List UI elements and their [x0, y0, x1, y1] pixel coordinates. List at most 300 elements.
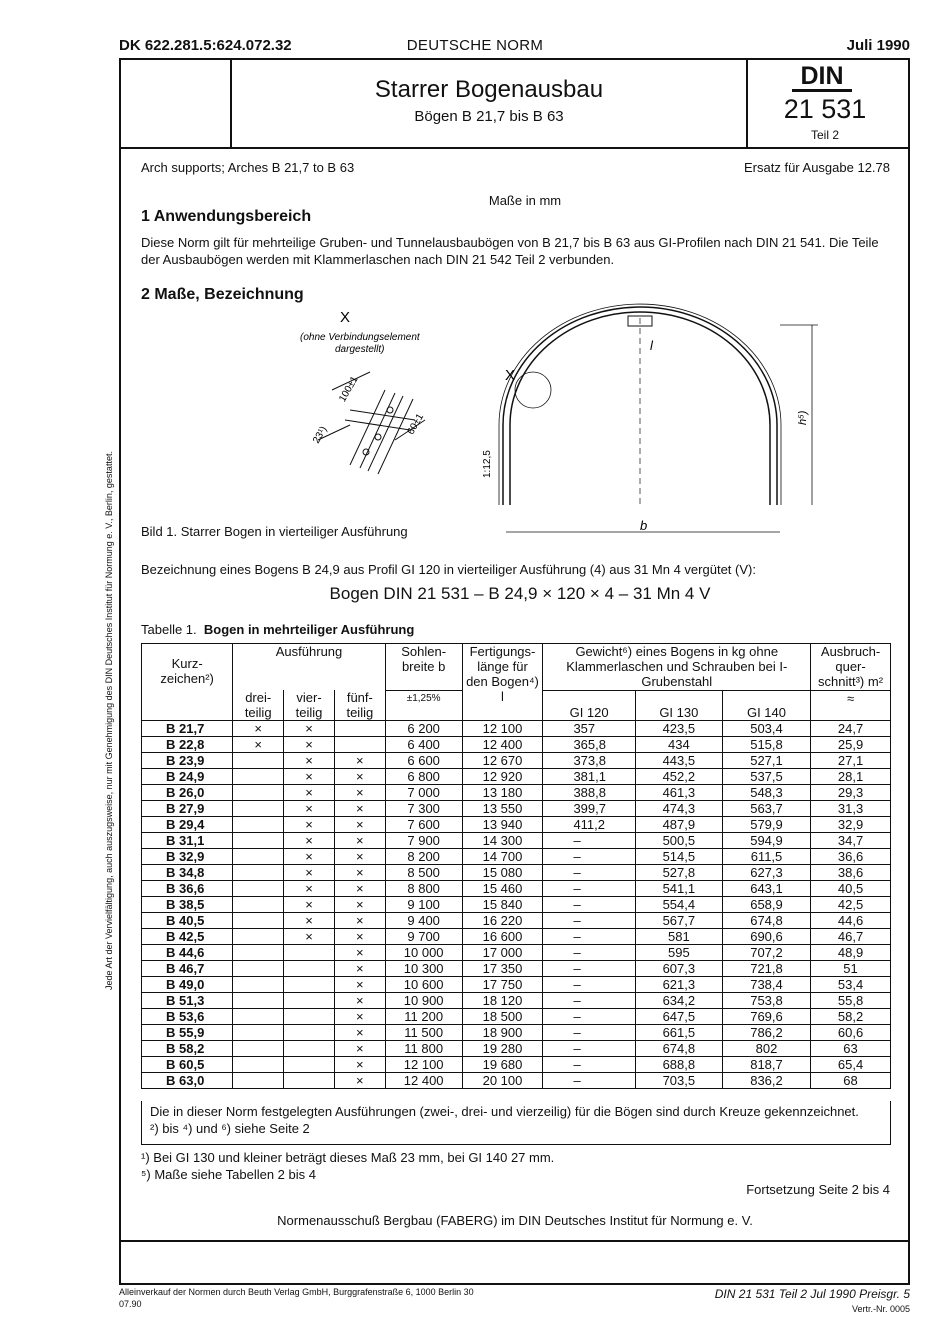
table-cell: 63	[811, 1041, 891, 1057]
table-cell: 13 550	[462, 801, 543, 817]
table-row	[142, 849, 891, 865]
table-cell: ×	[334, 753, 385, 769]
table-cell: 836,2	[722, 1073, 810, 1089]
table-cell	[284, 977, 335, 993]
table-cell	[233, 1025, 284, 1041]
table-cell: ×	[334, 769, 385, 785]
table-note	[141, 1101, 891, 1145]
table-cell: 14 300	[462, 833, 543, 849]
committee: Normenausschuß Bergbau (FABERG) im DIN Deutsches Institut für Normung e. V.	[277, 1213, 753, 1228]
table-cell: 527,8	[635, 865, 722, 881]
table-cell: ×	[334, 1025, 385, 1041]
table-row	[142, 833, 891, 849]
table-cell: 10 000	[385, 945, 462, 961]
table-cell: ×	[284, 881, 335, 897]
table-cell: 15 460	[462, 881, 543, 897]
table-cell: 11 800	[385, 1041, 462, 1057]
table-cell: 721,8	[722, 961, 810, 977]
table-cell: 503,4	[722, 721, 810, 737]
table-cell: 461,3	[635, 785, 722, 801]
table-cell: 10 600	[385, 977, 462, 993]
table-cell: 16 600	[462, 929, 543, 945]
table-cell: 611,5	[722, 849, 810, 865]
table-cell: 690,6	[722, 929, 810, 945]
table-cell: 514,5	[635, 849, 722, 865]
th-ausfuehrung: Ausführung	[233, 644, 385, 691]
table-cell: –	[543, 881, 635, 897]
table-cell: 16 220	[462, 913, 543, 929]
edition-code: 07.90	[119, 1299, 142, 1309]
table-row	[142, 1057, 891, 1073]
table-cell: 10 300	[385, 961, 462, 977]
doc-date: Juli 1990	[846, 37, 910, 54]
th-vier: vier-teilig	[284, 690, 335, 721]
table-row	[142, 881, 891, 897]
table-row	[142, 961, 891, 977]
table-cell: 17 000	[462, 945, 543, 961]
divider	[119, 1240, 910, 1242]
table-cell: B 23,9	[142, 753, 233, 769]
table-cell	[284, 1009, 335, 1025]
dim-l: l	[650, 338, 653, 353]
table-cell	[233, 817, 284, 833]
table-row	[142, 977, 891, 993]
table-cell	[334, 721, 385, 737]
th-gi140: GI 140	[722, 690, 810, 721]
standard-label: DEUTSCHE NORM	[406, 37, 544, 54]
table-cell	[284, 945, 335, 961]
detail-note: dargestellt)	[335, 344, 385, 355]
dim-h: h⁵)	[797, 410, 809, 425]
table-cell: 674,8	[722, 913, 810, 929]
table-cell: B 60,5	[142, 1057, 233, 1073]
table-cell: 19 680	[462, 1057, 543, 1073]
designation: Bogen DIN 21 531 – B 24,9 × 120 × 4 – 31 Mn 4 V	[329, 584, 711, 603]
table-cell: B 40,5	[142, 913, 233, 929]
table-cell: ×	[284, 865, 335, 881]
table-cell: –	[543, 1057, 635, 1073]
table-cell: ×	[233, 721, 284, 737]
table-cell: 14 700	[462, 849, 543, 865]
table-cell: B 53,6	[142, 1009, 233, 1025]
page-title: Starrer Bogenausbau	[374, 76, 604, 103]
table-cell: 9 100	[385, 897, 462, 913]
table-cell: 29,3	[811, 785, 891, 801]
table-cell: 12 670	[462, 753, 543, 769]
table-cell: 65,4	[811, 1057, 891, 1073]
table-cell: ×	[334, 1073, 385, 1089]
table-cell: 452,2	[635, 769, 722, 785]
designation-intro: Bezeichnung eines Bogens B 24,9 aus Profil GI 120 in vierteiliger Ausführung (4) aus 31 Mn 4 vergütet (V):	[141, 562, 756, 577]
table-cell: 537,5	[722, 769, 810, 785]
table-cell: ×	[334, 1009, 385, 1025]
th-sohle-tol: ±1,25%	[385, 690, 462, 721]
table-cell: 9 400	[385, 913, 462, 929]
table-cell: 28,1	[811, 769, 891, 785]
table-cell: –	[543, 1025, 635, 1041]
table-caption-title: Bogen in mehrteiliger Ausführung	[203, 622, 415, 637]
table-cell: 707,2	[722, 945, 810, 961]
table-cell: 68	[811, 1073, 891, 1089]
table-row	[142, 1025, 891, 1041]
table-cell: 18 500	[462, 1009, 543, 1025]
table-cell: 48,9	[811, 945, 891, 961]
table-cell: 579,9	[722, 817, 810, 833]
table-cell: 24,7	[811, 721, 891, 737]
table-cell: 27,1	[811, 753, 891, 769]
table-cell: 818,7	[722, 1057, 810, 1073]
table-cell	[334, 737, 385, 753]
table-cell: 12 100	[385, 1057, 462, 1073]
table-row	[142, 721, 891, 737]
table-cell: 36,6	[811, 849, 891, 865]
table-cell: ×	[334, 865, 385, 881]
table-cell: ×	[334, 929, 385, 945]
table-cell	[233, 1009, 284, 1025]
table-cell	[233, 993, 284, 1009]
table-cell: –	[543, 849, 635, 865]
footnote-5: ⁵) Maße siehe Tabellen 2 bis 4	[141, 1167, 316, 1182]
table-cell: 802	[722, 1041, 810, 1057]
table-cell: 7 300	[385, 801, 462, 817]
detail-note: (ohne Verbindungselement	[300, 332, 420, 343]
table-cell: 541,1	[635, 881, 722, 897]
table-cell: ×	[284, 817, 335, 833]
table-row	[142, 993, 891, 1009]
table-cell: 643,1	[722, 881, 810, 897]
table-cell: 13 180	[462, 785, 543, 801]
th-kurz: Kurz-zeichen²)	[142, 644, 233, 721]
table-cell: 423,5	[635, 721, 722, 737]
table-cell: –	[543, 929, 635, 945]
table-cell: 11 200	[385, 1009, 462, 1025]
table-cell	[284, 1041, 335, 1057]
table-row	[142, 801, 891, 817]
th-gewicht: Gewicht⁶) eines Bogens in kg ohne Klammerlaschen und Schrauben bei I-Grubenstahl	[543, 644, 811, 691]
units-note: Maße in mm	[488, 193, 562, 208]
table-cell: 19 280	[462, 1041, 543, 1057]
din-part: Teil 2	[810, 128, 839, 142]
table-cell: B 55,9	[142, 1025, 233, 1041]
table-row	[142, 769, 891, 785]
table-caption-prefix: Tabelle 1.	[141, 622, 197, 637]
table-cell	[284, 1025, 335, 1041]
arch-drawing	[499, 304, 818, 532]
table-cell: ×	[284, 833, 335, 849]
table-row	[142, 737, 891, 753]
table-cell: ×	[284, 785, 335, 801]
table-cell: 548,3	[722, 785, 810, 801]
th-ausbruch: Ausbruch-quer-schnitt³) m²	[811, 644, 891, 691]
table-cell: 527,1	[722, 753, 810, 769]
table-row	[142, 817, 891, 833]
table-cell: 18 900	[462, 1025, 543, 1041]
table-cell: B 26,0	[142, 785, 233, 801]
table-cell: 388,8	[543, 785, 635, 801]
table-cell: 60,6	[811, 1025, 891, 1041]
figure-caption: Bild 1. Starrer Bogen in vierteiliger Ausführung	[141, 524, 408, 539]
din-logo: DIN	[792, 63, 852, 92]
table-cell: 6 400	[385, 737, 462, 753]
table-cell: 594,9	[722, 833, 810, 849]
table-cell	[233, 1073, 284, 1089]
table-cell: 487,9	[635, 817, 722, 833]
table-cell: 621,3	[635, 977, 722, 993]
table-cell: 31,3	[811, 801, 891, 817]
table-cell: 9 700	[385, 929, 462, 945]
table-cell: ×	[284, 849, 335, 865]
table-cell: ×	[334, 785, 385, 801]
table-cell: 769,6	[722, 1009, 810, 1025]
table-cell: –	[543, 913, 635, 929]
table-row	[142, 785, 891, 801]
table-cell: 11 500	[385, 1025, 462, 1041]
table-cell: 6 800	[385, 769, 462, 785]
detail-label: X	[340, 309, 351, 326]
table-cell: 647,5	[635, 1009, 722, 1025]
table-caption	[141, 622, 414, 637]
table-cell: B 22,8	[142, 737, 233, 753]
table-cell: –	[543, 977, 635, 993]
table-cell: 661,5	[635, 1025, 722, 1041]
table-cell: 7 900	[385, 833, 462, 849]
table-cell: 12 100	[462, 721, 543, 737]
table-cell: ×	[334, 881, 385, 897]
table-cell: –	[543, 945, 635, 961]
table-cell: B 36,6	[142, 881, 233, 897]
table-note-line: Die in dieser Norm festgelegten Ausführungen (zwei-, drei- und vierzeilig) für die Bögen sind durch Kreuze gekennzeichnet.	[150, 1104, 859, 1119]
table-cell: B 31,1	[142, 833, 233, 849]
table-cell: 567,7	[635, 913, 722, 929]
table-cell: 581	[635, 929, 722, 945]
table-cell: 20 100	[462, 1073, 543, 1089]
table-cell	[233, 801, 284, 817]
table-cell	[233, 897, 284, 913]
din-number: 21 531	[783, 94, 867, 124]
table-cell: B 44,6	[142, 945, 233, 961]
table-cell: 563,7	[722, 801, 810, 817]
dim-60: 60±1	[405, 411, 427, 437]
table-cell: ×	[334, 945, 385, 961]
sales-note: Alleinverkauf der Normen durch Beuth Verlag GmbH, Burggrafenstraße 6, 1000 Berlin 30	[119, 1287, 474, 1297]
table-cell	[233, 769, 284, 785]
table-cell: ×	[233, 737, 284, 753]
replaces-note: Ersatz für Ausgabe 12.78	[744, 160, 890, 175]
table-cell	[233, 1057, 284, 1073]
dim-b: b	[640, 518, 648, 533]
table-cell: 15 080	[462, 865, 543, 881]
table-cell: 688,8	[635, 1057, 722, 1073]
table-cell: 17 350	[462, 961, 543, 977]
table-cell: 13 940	[462, 817, 543, 833]
th-drei: drei-teilig	[233, 690, 284, 721]
table-row	[142, 865, 891, 881]
doc-code: DK 622.281.5:624.072.32	[119, 37, 292, 54]
table-cell: –	[543, 897, 635, 913]
table-row	[142, 913, 891, 929]
table-cell: 627,3	[722, 865, 810, 881]
continuation: Fortsetzung Seite 2 bis 4	[746, 1182, 890, 1197]
table-cell: B 27,9	[142, 801, 233, 817]
doc-ref: DIN 21 531 Teil 2 Jul 1990 Preisgr. 5	[714, 1287, 910, 1301]
table-cell: B 21,7	[142, 721, 233, 737]
table-cell: 738,4	[722, 977, 810, 993]
table-cell: ×	[334, 961, 385, 977]
table-cell: 10 900	[385, 993, 462, 1009]
table-cell: 34,7	[811, 833, 891, 849]
slope-label: 1:12,5	[482, 450, 493, 478]
arch-x-label: X	[505, 367, 516, 384]
table-cell: B 51,3	[142, 993, 233, 1009]
table-cell: 6 600	[385, 753, 462, 769]
arch-table	[141, 643, 891, 1089]
table-cell: ×	[284, 897, 335, 913]
table-cell: 595	[635, 945, 722, 961]
table-cell: 8 800	[385, 881, 462, 897]
table-cell	[233, 785, 284, 801]
table-row	[142, 945, 891, 961]
detail-drawing	[318, 372, 425, 474]
table-cell: ×	[334, 897, 385, 913]
dim-100: 100±1	[337, 374, 361, 405]
vertr-number: Vertr.-Nr. 0005	[851, 1304, 910, 1314]
table-cell: ×	[284, 737, 335, 753]
table-cell: 42,5	[811, 897, 891, 913]
table-note-line: ²) bis ⁴) und ⁶) siehe Seite 2	[150, 1121, 310, 1136]
table-row	[142, 1041, 891, 1057]
table-cell	[233, 753, 284, 769]
table-cell: B 49,0	[142, 977, 233, 993]
table-cell: ×	[284, 721, 335, 737]
th-gi120: GI 120	[543, 690, 635, 721]
table-cell: –	[543, 833, 635, 849]
table-cell: 703,5	[635, 1073, 722, 1089]
table-cell: 634,2	[635, 993, 722, 1009]
page-subtitle: Bögen B 21,7 bis B 63	[414, 108, 564, 125]
table-cell: 381,1	[543, 769, 635, 785]
table-cell: ×	[284, 929, 335, 945]
table-cell	[233, 961, 284, 977]
table-cell: 554,4	[635, 897, 722, 913]
table-cell: B 46,7	[142, 961, 233, 977]
table-cell: 434	[635, 737, 722, 753]
th-approx: ≈	[811, 690, 891, 721]
table-cell: B 34,8	[142, 865, 233, 881]
table-cell: 500,5	[635, 833, 722, 849]
table-cell: 12 920	[462, 769, 543, 785]
table-cell	[233, 849, 284, 865]
table-cell: –	[543, 865, 635, 881]
table-cell: 25,9	[811, 737, 891, 753]
table-row	[142, 897, 891, 913]
table-cell: 515,8	[722, 737, 810, 753]
table-cell: ×	[334, 1057, 385, 1073]
table-cell	[233, 977, 284, 993]
table-cell: 786,2	[722, 1025, 810, 1041]
table-cell: ×	[334, 913, 385, 929]
table-cell: 411,2	[543, 817, 635, 833]
table-cell: 32,9	[811, 817, 891, 833]
table-cell: 443,5	[635, 753, 722, 769]
table-cell: 38,6	[811, 865, 891, 881]
table-cell: ×	[334, 1041, 385, 1057]
table-cell: 607,3	[635, 961, 722, 977]
table-cell	[233, 913, 284, 929]
section1-text: Diese Norm gilt für mehrteilige Gruben- und Tunnelausbaubögen von B 21,7 bis B 63 aus GI-Profilen nach DIN 21 541. Die Teile der Ausbaubögen werden mit Klammerlaschen nach DIN 21 542 Teil 2 verbunden.	[141, 235, 879, 267]
table-cell: ×	[334, 849, 385, 865]
table-cell	[233, 1041, 284, 1057]
table-cell: B 32,9	[142, 849, 233, 865]
table-cell: ×	[334, 977, 385, 993]
table-cell: 365,8	[543, 737, 635, 753]
table-cell: 44,6	[811, 913, 891, 929]
english-title: Arch supports; Arches B 21,7 to B 63	[141, 160, 355, 175]
table-cell: 8 200	[385, 849, 462, 865]
table-cell	[284, 1057, 335, 1073]
table-cell: 7 600	[385, 817, 462, 833]
table-cell: –	[543, 1009, 635, 1025]
table-cell: –	[543, 1073, 635, 1089]
table-cell	[284, 1073, 335, 1089]
table-cell: B 29,4	[142, 817, 233, 833]
table-cell: ×	[284, 801, 335, 817]
table-cell	[233, 945, 284, 961]
table-cell: 753,8	[722, 993, 810, 1009]
arch-figure	[0, 0, 950, 560]
table-cell: B 58,2	[142, 1041, 233, 1057]
table-row	[142, 753, 891, 769]
table-cell: 46,7	[811, 929, 891, 945]
table-cell: –	[543, 961, 635, 977]
table-cell: ×	[284, 913, 335, 929]
th-fuenf: fünf-teilig	[334, 690, 385, 721]
table-cell: –	[543, 1041, 635, 1057]
th-gi130: GI 130	[635, 690, 722, 721]
table-cell: 6 200	[385, 721, 462, 737]
table-row	[142, 929, 891, 945]
table-cell: 674,8	[635, 1041, 722, 1057]
table-cell	[233, 929, 284, 945]
table-cell: 17 750	[462, 977, 543, 993]
table-cell: 51	[811, 961, 891, 977]
table-cell	[284, 961, 335, 977]
table-cell	[284, 993, 335, 1009]
dim-23: 23¹)	[311, 424, 330, 446]
table-cell: 58,2	[811, 1009, 891, 1025]
table-cell: 357	[543, 721, 635, 737]
table-cell: 12 400	[385, 1073, 462, 1089]
table-cell: ×	[334, 993, 385, 1009]
table-cell: 12 400	[462, 737, 543, 753]
table-cell	[233, 881, 284, 897]
table-cell: 53,4	[811, 977, 891, 993]
footnote-1: ¹) Bei GI 130 und kleiner beträgt dieses Maß 23 mm, bei GI 140 27 mm.	[141, 1150, 555, 1165]
table-cell: 7 000	[385, 785, 462, 801]
copyright-note: Jede Art der Vervielfältigung, auch auszugsweise, nur mit Genehmigung des DIN Deutsches Institut für Normung e. V., Berlin, gestattet.	[104, 451, 114, 990]
table-cell: 373,8	[543, 753, 635, 769]
table-row	[142, 1009, 891, 1025]
table-cell: 55,8	[811, 993, 891, 1009]
table-cell: B 38,5	[142, 897, 233, 913]
table-cell: ×	[334, 817, 385, 833]
table-cell	[233, 833, 284, 849]
table-cell: 15 840	[462, 897, 543, 913]
table-cell: ×	[284, 769, 335, 785]
section1-heading: 1 Anwendungsbereich	[141, 208, 312, 225]
table-cell	[233, 865, 284, 881]
table-cell: 18 120	[462, 993, 543, 1009]
th-sohle: Sohlen-breite b	[385, 644, 462, 691]
